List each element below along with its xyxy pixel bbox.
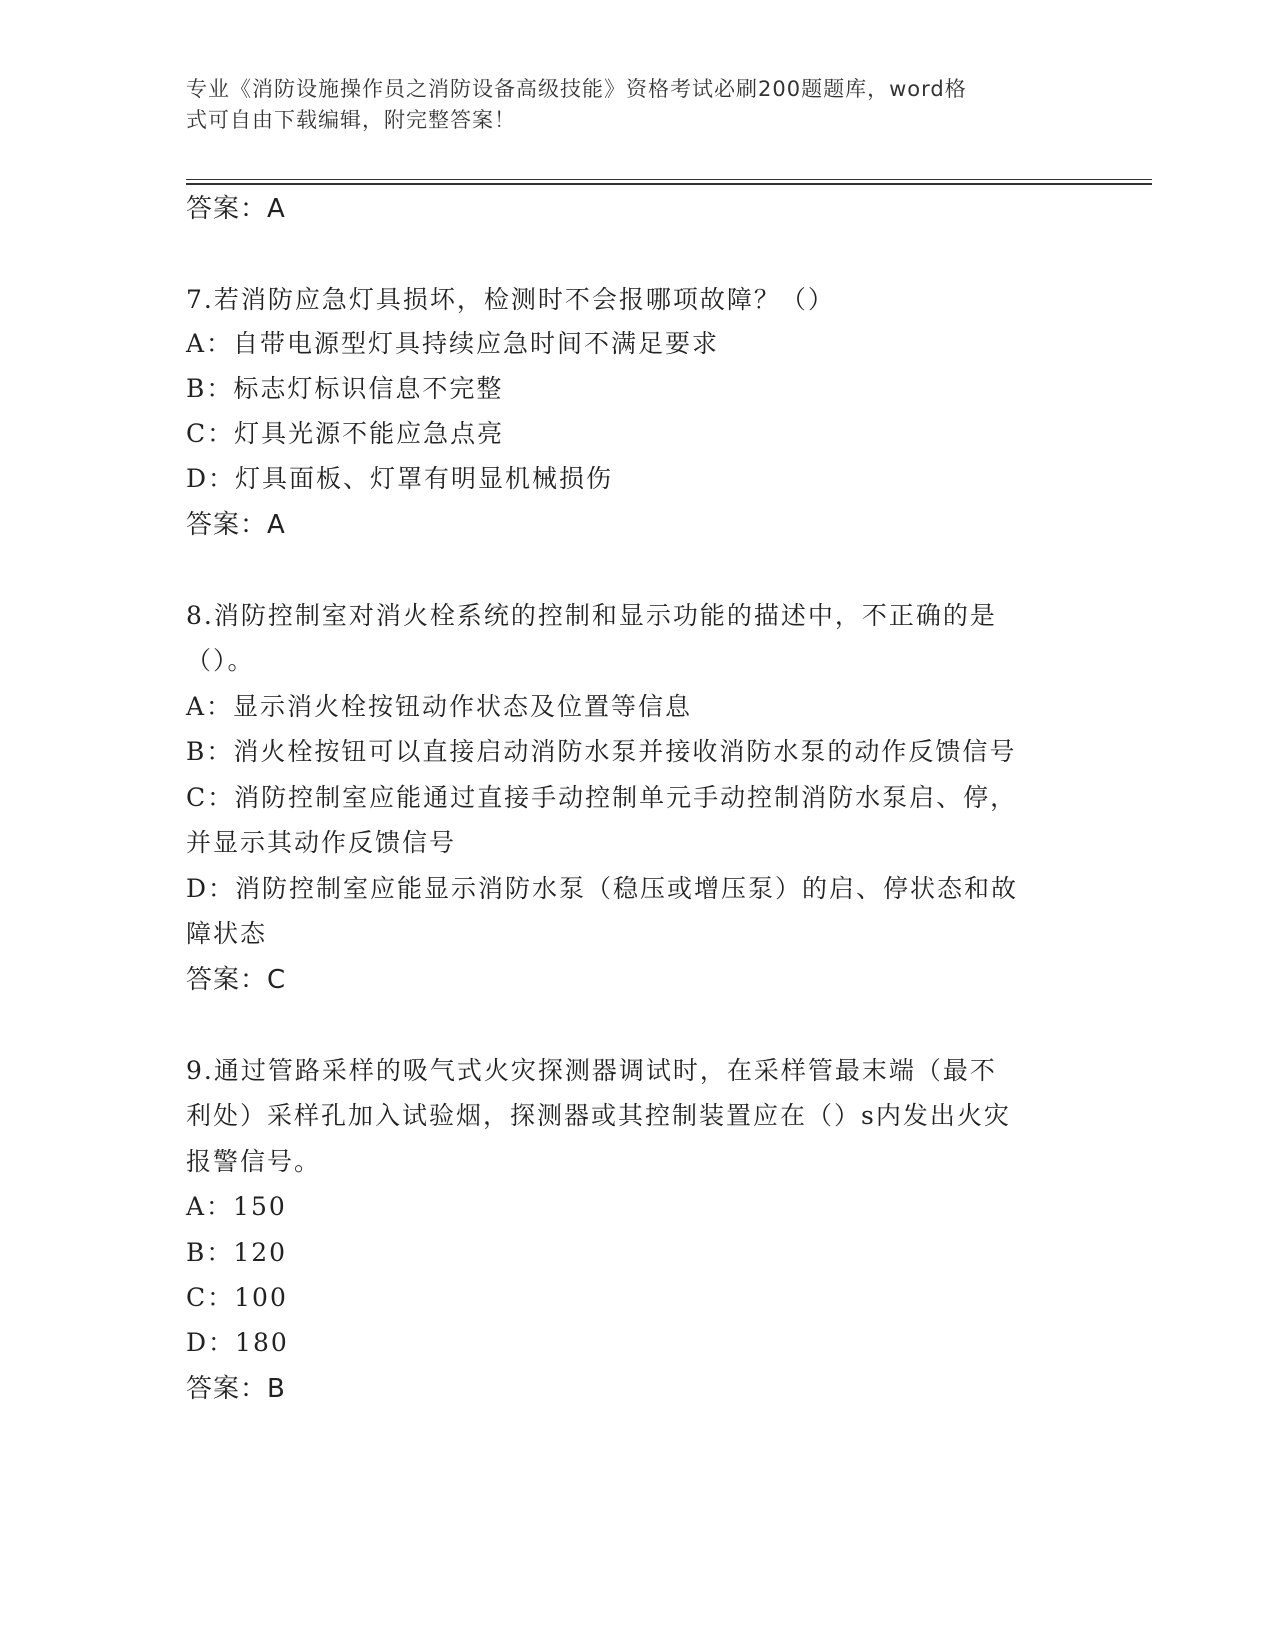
question-9-option-c: C：100 (186, 1283, 288, 1312)
question-8-option-d-line-1: D：消防控制室应能显示消防水泵（稳压或增压泵）的启、停状态和故 (186, 874, 1019, 903)
question-8-option-a: A：显示消火栓按钮动作状态及位置等信息 (186, 692, 693, 721)
header-divider-thick (186, 183, 1152, 185)
question-9-option-b: B：120 (186, 1238, 288, 1267)
question-9-stem-line-2: 利处）采样孔加入试验烟，探测器或其控制装置应在（）s内发出火灾 (186, 1101, 1011, 1130)
question-9-stem-line-1: 9.通过管路采样的吸气式火灾探测器调试时，在采样管最末端（最不 (186, 1056, 997, 1085)
question-8-option-c-line-1: C：消防控制室应能通过直接手动控制单元手动控制消防水泵启、停， (186, 783, 1018, 812)
header-line-2: 式可自由下载编辑，附完整答案！ (186, 108, 516, 132)
question-8-stem-line-1: 8.消防控制室对消火栓系统的控制和显示功能的描述中，不正确的是 (186, 601, 997, 630)
question-8-stem-line-2: （）。 (186, 646, 255, 675)
question-8-option-c-line-2: 并显示其动作反馈信号 (186, 828, 457, 857)
question-7-option-d: D：灯具面板、灯罩有明显机械损伤 (186, 464, 614, 493)
question-8-option-b: B：消火栓按钮可以直接启动消防水泵并接收消防水泵的动作反馈信号 (186, 737, 1017, 766)
question-8-option-d-line-2: 障状态 (186, 919, 268, 948)
question-9-option-d: D：180 (186, 1328, 289, 1357)
question-8-answer: 答案：C (186, 965, 287, 995)
question-7-stem: 7.若消防应急灯具损坏，检测时不会报哪项故障？（） (186, 285, 835, 314)
question-7-option-c: C：灯具光源不能应急点亮 (186, 419, 505, 448)
question-9-answer: 答案：B (186, 1374, 286, 1404)
previous-answer: 答案：A (186, 194, 286, 224)
question-7-answer: 答案：A (186, 510, 286, 540)
question-9-stem-line-3: 报警信号。 (186, 1147, 322, 1176)
document-header (186, 74, 1066, 136)
question-7-option-b: B：标志灯标识信息不完整 (186, 374, 504, 403)
question-7-option-a: A：自带电源型灯具持续应急时间不满足要求 (186, 329, 720, 358)
header-line-1: 专业《消防设施操作员之消防设备高级技能》资格考试必刷200题题库，word格 (186, 77, 967, 101)
question-9-option-a: A：150 (186, 1192, 287, 1221)
header-divider-thin (186, 179, 1152, 180)
